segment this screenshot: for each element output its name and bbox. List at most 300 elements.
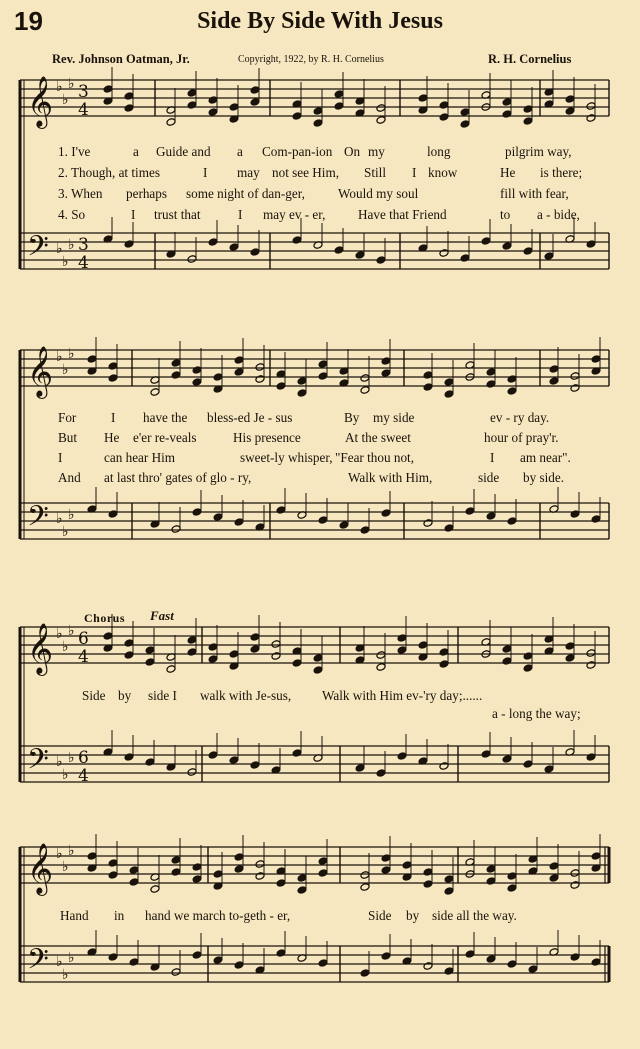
note-head (481, 237, 491, 246)
flat-icon: ♭ (62, 362, 69, 378)
note-head (381, 854, 391, 863)
lyric: 2. Though, at times (58, 165, 160, 180)
lyric: And (58, 470, 81, 485)
note-head (507, 375, 517, 384)
note-head (297, 886, 307, 895)
lyric: Have that Friend (358, 207, 447, 222)
note-head (192, 366, 202, 375)
note-head (108, 510, 118, 519)
note-head (229, 756, 239, 765)
note-head (439, 762, 449, 771)
flat-icon: ♭ (68, 346, 75, 362)
note-head (192, 508, 202, 517)
note-head (570, 372, 580, 381)
note-head (208, 108, 218, 117)
note-head (360, 969, 370, 978)
note-head (502, 657, 512, 666)
lyric: Walk with Him, (348, 470, 433, 485)
note-head (565, 95, 575, 104)
flat-icon: ♭ (56, 754, 63, 770)
note-head (192, 875, 202, 884)
note-head (544, 765, 554, 774)
flat-icon: ♭ (56, 79, 63, 95)
bass-clef-icon: 𝄢 (27, 230, 49, 270)
note-head (376, 116, 386, 125)
lyric: side all the way. (432, 908, 517, 923)
flat-icon: ♭ (62, 639, 69, 655)
lyric: At the sweet (345, 430, 411, 445)
note-head (591, 515, 601, 524)
note-head (381, 369, 391, 378)
note-head (502, 755, 512, 764)
flat-icon: ♭ (56, 954, 63, 970)
note-head (423, 519, 433, 528)
bass-clef-icon: 𝄢 (27, 500, 49, 540)
bass-clef-icon: 𝄢 (27, 743, 49, 783)
lyric: Still (364, 165, 386, 180)
note-head (586, 649, 596, 658)
note-head (108, 871, 118, 880)
note-head (376, 104, 386, 113)
note-head (523, 664, 533, 673)
note-head (591, 852, 601, 861)
lyric: ev - ry day. (490, 410, 550, 425)
lyric: I (238, 207, 243, 222)
note-head (402, 861, 412, 870)
note-head (276, 382, 286, 391)
note-head (103, 85, 113, 94)
note-head (234, 368, 244, 377)
lyric: By (344, 410, 360, 425)
flat-icon: ♭ (62, 967, 69, 983)
note-head (192, 863, 202, 872)
note-head (108, 859, 118, 868)
note-head (444, 887, 454, 896)
flat-icon: ♭ (62, 767, 69, 783)
note-head (570, 510, 580, 519)
note-head (381, 357, 391, 366)
note-head (418, 641, 428, 650)
note-head (234, 865, 244, 874)
note-head (313, 119, 323, 128)
note-head (213, 513, 223, 522)
note-head (229, 650, 239, 659)
note-head (250, 633, 260, 642)
note-head (502, 242, 512, 251)
flat-icon: ♭ (62, 859, 69, 875)
lyric: 4. So (58, 207, 86, 222)
note-head (439, 249, 449, 258)
note-head (318, 360, 328, 369)
note-head (334, 102, 344, 111)
lyric: e'er re-veals (133, 430, 197, 445)
note-head (318, 516, 328, 525)
note-head (339, 521, 349, 530)
note-head (276, 506, 286, 515)
lyric: a (237, 144, 243, 159)
chorus-label: Chorus (84, 611, 126, 625)
lyric: On (344, 144, 361, 159)
note-head (271, 640, 281, 649)
note-head (297, 389, 307, 398)
note-head (423, 868, 433, 877)
note-head (486, 380, 496, 389)
note-head (355, 251, 365, 260)
note-head (108, 374, 118, 383)
lyric: by side. (523, 470, 565, 485)
lyric: bless-ed Je - sus (207, 410, 293, 425)
lyric: hand we march to-geth - er, (145, 908, 291, 923)
note-head (376, 663, 386, 672)
note-head (460, 120, 470, 129)
note-head (507, 387, 517, 396)
lyric: Side (82, 688, 106, 703)
lyric: a - bide, (537, 207, 580, 222)
note-head (292, 112, 302, 121)
note-head (570, 384, 580, 393)
flat-icon: ♭ (62, 92, 69, 108)
flat-icon: ♭ (68, 950, 75, 966)
note-head (570, 881, 580, 890)
note-head (460, 108, 470, 117)
flat-icon: ♭ (68, 750, 75, 766)
note-head (549, 377, 559, 386)
lyric: sweet-ly whisper, (240, 450, 333, 465)
note-head (439, 660, 449, 669)
note-head (544, 252, 554, 261)
note-head (486, 955, 496, 964)
flat-icon: ♭ (68, 237, 75, 253)
note-head (486, 512, 496, 521)
note-head (187, 768, 197, 777)
treble-clef-icon: 𝄞 (27, 843, 54, 894)
lyric: hour of pray'r. (484, 430, 559, 445)
note-head (255, 375, 265, 384)
note-head (250, 761, 260, 770)
note-head (213, 373, 223, 382)
note-head (129, 958, 139, 967)
note-head (150, 388, 160, 397)
note-head (507, 517, 517, 526)
note-head (486, 368, 496, 377)
time-signature: 4 (78, 647, 89, 667)
note-head (586, 114, 596, 123)
note-head (418, 94, 428, 103)
note-head (376, 651, 386, 660)
note-head (271, 652, 281, 661)
time-signature: 3 (78, 82, 89, 102)
note-head (528, 965, 538, 974)
treble-clef-icon: 𝄞 (27, 346, 54, 397)
note-head (166, 665, 176, 674)
lyric: I (111, 410, 116, 425)
lyric: fill with fear, (500, 186, 569, 201)
note-head (397, 646, 407, 655)
note-head (549, 862, 559, 871)
note-head (255, 363, 265, 372)
lyric: Com-pan-ion (262, 144, 333, 159)
lyric: But (58, 430, 78, 445)
note-head (444, 390, 454, 399)
lyric: "Fear thou not, (335, 450, 415, 465)
lyric: Would my soul (338, 186, 419, 201)
note-head (129, 878, 139, 887)
lyric: my side (373, 410, 415, 425)
lyric: pilgrim way, (505, 144, 572, 159)
flat-icon: ♭ (56, 511, 63, 527)
note-head (208, 751, 218, 760)
lyric: 3. When (58, 186, 103, 201)
hymn-title: Side By Side With Jesus (197, 8, 443, 34)
lyric: by (118, 688, 132, 703)
time-signature: 3 (78, 235, 89, 255)
note-head (234, 518, 244, 527)
note-head (586, 240, 596, 249)
time-signature: 4 (78, 253, 89, 273)
note-head (250, 248, 260, 257)
note-head (292, 749, 302, 758)
flat-icon: ♭ (56, 626, 63, 642)
note-head (381, 952, 391, 961)
note-head (502, 110, 512, 119)
note-head (334, 90, 344, 99)
note-head (192, 951, 202, 960)
chorus-line-1-alt: a - long the way; (492, 706, 581, 721)
flat-icon: ♭ (68, 843, 75, 859)
note-head (145, 758, 155, 767)
note-head (276, 949, 286, 958)
time-signature: 6 (78, 629, 89, 649)
note-head (523, 652, 533, 661)
flat-icon: ♭ (56, 241, 63, 257)
note-head (360, 526, 370, 535)
note-head (297, 874, 307, 883)
note-head (229, 243, 239, 252)
note-head (381, 509, 391, 518)
note-head (486, 877, 496, 886)
lyric: I (412, 165, 417, 180)
lyric: I (203, 165, 208, 180)
note-head (171, 371, 181, 380)
note-head (187, 255, 197, 264)
lyric: trust that (154, 207, 201, 222)
treble-clef-icon: 𝄞 (27, 623, 54, 674)
note-head (255, 872, 265, 881)
note-head (150, 885, 160, 894)
lyric: I (131, 207, 136, 222)
note-head (318, 959, 328, 968)
note-head (523, 760, 533, 769)
note-head (276, 879, 286, 888)
lyric: may (237, 165, 260, 180)
note-head (376, 256, 386, 265)
note-head (397, 752, 407, 761)
note-head (586, 661, 596, 670)
note-head (124, 639, 134, 648)
flat-icon: ♭ (68, 507, 75, 523)
note-head (124, 651, 134, 660)
lyric: long (427, 144, 451, 159)
note-head (423, 383, 433, 392)
flat-icon: ♭ (68, 623, 75, 639)
lyric: by (406, 908, 420, 923)
note-head (523, 117, 533, 126)
lyric: For (58, 410, 77, 425)
note-head (318, 857, 328, 866)
note-head (465, 950, 475, 959)
note-head (460, 254, 470, 263)
lyric: at last thro' gates of glo - ry, (104, 470, 252, 485)
note-head (397, 634, 407, 643)
note-head (103, 632, 113, 641)
note-head (439, 113, 449, 122)
lyric: in (114, 908, 125, 923)
note-head (192, 378, 202, 387)
note-head (234, 356, 244, 365)
note-head (360, 871, 370, 880)
note-head (318, 372, 328, 381)
lyric: He (104, 430, 120, 445)
note-head (549, 365, 559, 374)
time-signature: 4 (78, 100, 89, 120)
page-number: 19 (14, 6, 43, 36)
lyric: am near". (520, 450, 571, 465)
lyric: 1. I've (58, 144, 91, 159)
note-head (213, 870, 223, 879)
note-head (108, 953, 118, 962)
lyric: Walk with Him ev-'ry day;...... (322, 688, 483, 703)
note-head (171, 856, 181, 865)
flat-icon: ♭ (62, 254, 69, 270)
note-head (108, 362, 118, 371)
note-head (187, 648, 197, 657)
note-head (87, 355, 97, 364)
note-head (423, 371, 433, 380)
flat-icon: ♭ (68, 76, 75, 92)
lyric: a (133, 144, 139, 159)
lyric: Hand (60, 908, 89, 923)
note-head (187, 89, 197, 98)
time-signature: 6 (78, 748, 89, 768)
note-head (549, 874, 559, 883)
lyric: my (368, 144, 385, 159)
lyric: may ev - er, (263, 207, 326, 222)
lyric: to (500, 207, 511, 222)
note-head (124, 753, 134, 762)
lyric: walk with Je-sus, (200, 688, 292, 703)
note-head (355, 764, 365, 773)
lyric: side (478, 470, 500, 485)
note-head (145, 658, 155, 667)
note-head (129, 866, 139, 875)
lyric: His presence (233, 430, 301, 445)
note-head (507, 884, 517, 893)
note-head (586, 753, 596, 762)
note-head (124, 104, 134, 113)
lyric: some night of dan-ger, (186, 186, 305, 201)
note-head (297, 377, 307, 386)
note-head (565, 642, 575, 651)
note-head (423, 880, 433, 889)
note-head (444, 875, 454, 884)
note-head (208, 238, 218, 247)
note-head (250, 645, 260, 654)
note-head (145, 646, 155, 655)
note-head (376, 769, 386, 778)
bass-clef-icon: 𝄢 (27, 943, 49, 983)
note-head (208, 643, 218, 652)
note-head (313, 666, 323, 675)
note-head (255, 860, 265, 869)
note-head (570, 869, 580, 878)
note-head (360, 374, 370, 383)
note-head (439, 648, 449, 657)
note-head (444, 524, 454, 533)
note-head (381, 866, 391, 875)
note-head (586, 102, 596, 111)
lyric: perhaps (126, 186, 168, 201)
note-head (444, 967, 454, 976)
note-head (166, 118, 176, 127)
note-head (360, 883, 370, 892)
lyric: Guide and (156, 144, 211, 159)
copyright: Copyright, 1922, by R. H. Cornelius (238, 54, 384, 65)
lyric: I (490, 450, 495, 465)
note-head (171, 968, 181, 977)
note-head (439, 101, 449, 110)
lyric: is there; (540, 165, 583, 180)
note-head (250, 98, 260, 107)
note-head (213, 956, 223, 965)
lyric: He (500, 165, 516, 180)
note-head (124, 240, 134, 249)
lyric: Side (368, 908, 392, 923)
note-head (360, 386, 370, 395)
lyric: side I (148, 688, 177, 703)
note-head (292, 236, 302, 245)
note-head (523, 247, 533, 256)
note-head (465, 507, 475, 516)
note-head (87, 852, 97, 861)
note-head (591, 958, 601, 967)
note-head (334, 246, 344, 255)
note-head (507, 960, 517, 969)
lyric: I (58, 450, 63, 465)
note-head (187, 636, 197, 645)
tempo-marking: Fast (150, 608, 174, 623)
note-head (292, 659, 302, 668)
words-by: Rev. Johnson Oatman, Jr. (52, 52, 190, 66)
flat-icon: ♭ (56, 349, 63, 365)
note-head (565, 654, 575, 663)
note-head (507, 872, 517, 881)
note-head (171, 868, 181, 877)
note-head (486, 865, 496, 874)
note-head (591, 355, 601, 364)
note-head (423, 962, 433, 971)
note-head (229, 103, 239, 112)
note-head (234, 961, 244, 970)
note-head (502, 645, 512, 654)
lyric: have the (143, 410, 188, 425)
note-head (187, 101, 197, 110)
music-by: R. H. Cornelius (488, 52, 572, 66)
note-head (502, 98, 512, 107)
note-head (444, 378, 454, 387)
time-signature: 4 (78, 766, 89, 786)
flat-icon: ♭ (62, 524, 69, 540)
note-head (250, 86, 260, 95)
